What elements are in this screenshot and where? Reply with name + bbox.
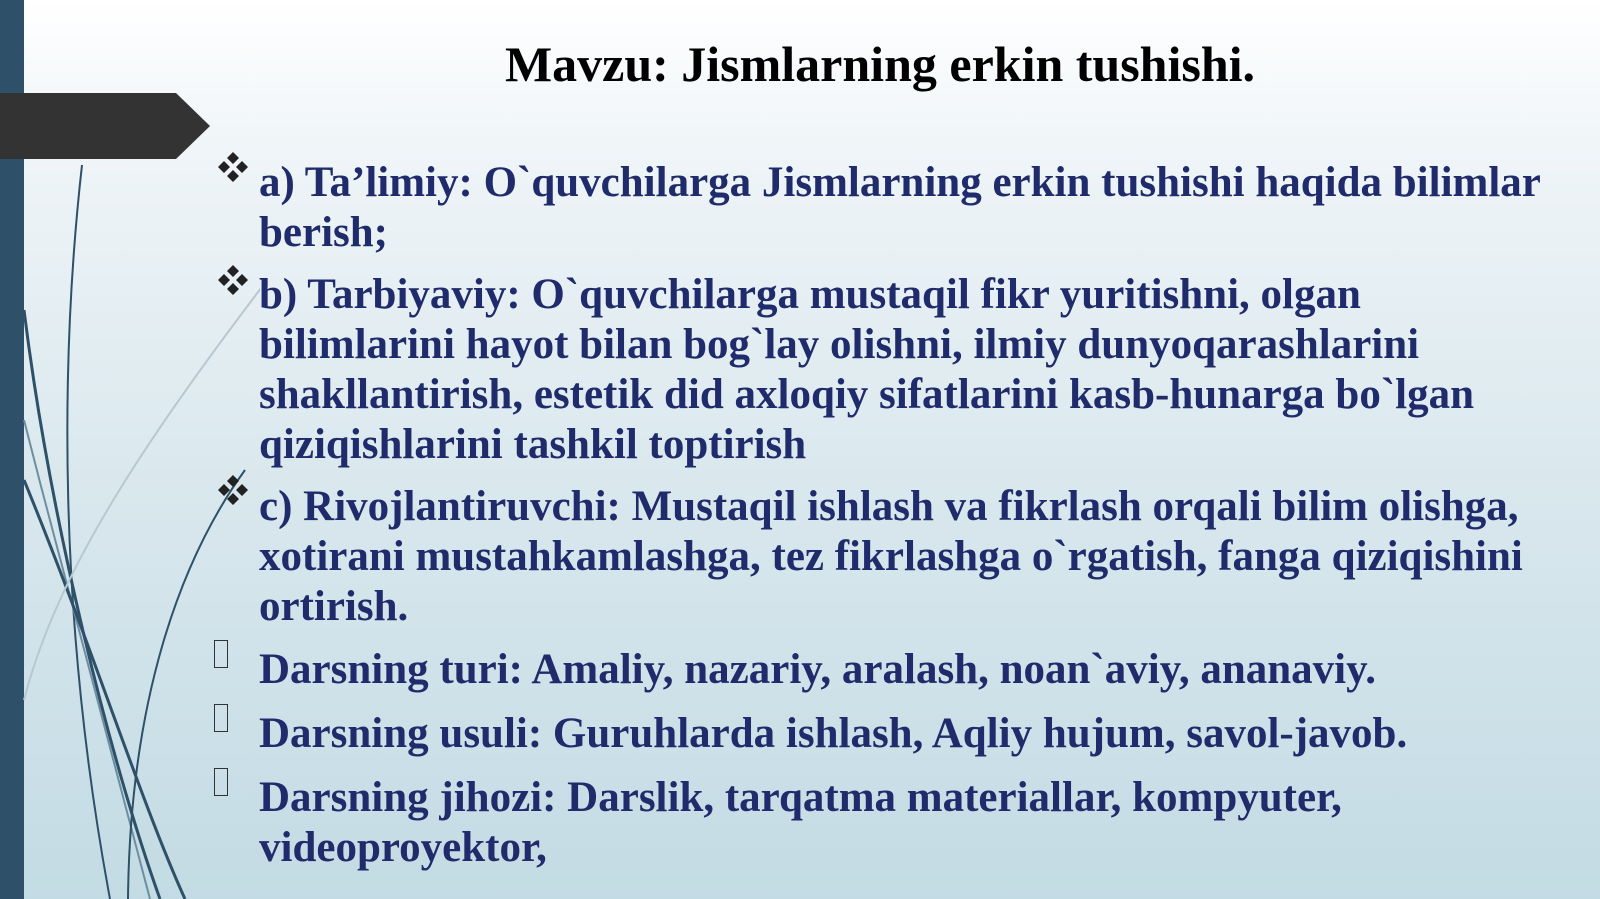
slide-title: Mavzu: Jismlarning erkin tushishi.	[504, 36, 1256, 92]
objective-educational: a) Ta’limiy: O`quvchilarga Jismlarning erkin tushishi haqida bilimlar berish;	[259, 159, 1541, 256]
objective-upbringing: b) Tarbiyaviy: O`quvchilarga mustaqil fikr yuritishni, olgan bilimlarini hayot bilan bog`lay olishni, ilmiy dunyoqarashlarini shakllantirish, estetik did axloqiy sifatlarini kasb-hunarga bo`lgan qiziqishlarini tashkil toptirish	[259, 271, 1475, 468]
missing-glyph-bullet-icon	[214, 768, 228, 796]
four-diamond-bullet-icon	[216, 473, 250, 507]
four-diamond-bullet-icon	[216, 263, 250, 297]
missing-glyph-bullet-icon	[214, 704, 228, 732]
lesson-method: Darsning usuli: Guruhlarda ishlash, Aqliy hujum, savol-javob.	[259, 710, 1408, 757]
objective-developmental: c) Rivojlantiruvchi: Mustaqil ishlash va fikrlash orqali bilim olishga, xotirani mustahkamlashga, tez fikrlashga o`rgatish, fanga qiziqishini ortirish.	[259, 483, 1523, 630]
missing-glyph-bullet-icon	[214, 640, 228, 668]
lesson-type: Darsning turi: Amaliy, nazariy, aralash, noan`aviy, ananaviy.	[259, 646, 1376, 693]
four-diamond-bullet-icon	[216, 150, 250, 184]
title-pointer-tab	[0, 93, 210, 159]
lesson-equipment: Darsning jihozi: Darslik, tarqatma materiallar, kompyuter, videoproyektor,	[259, 774, 1342, 871]
